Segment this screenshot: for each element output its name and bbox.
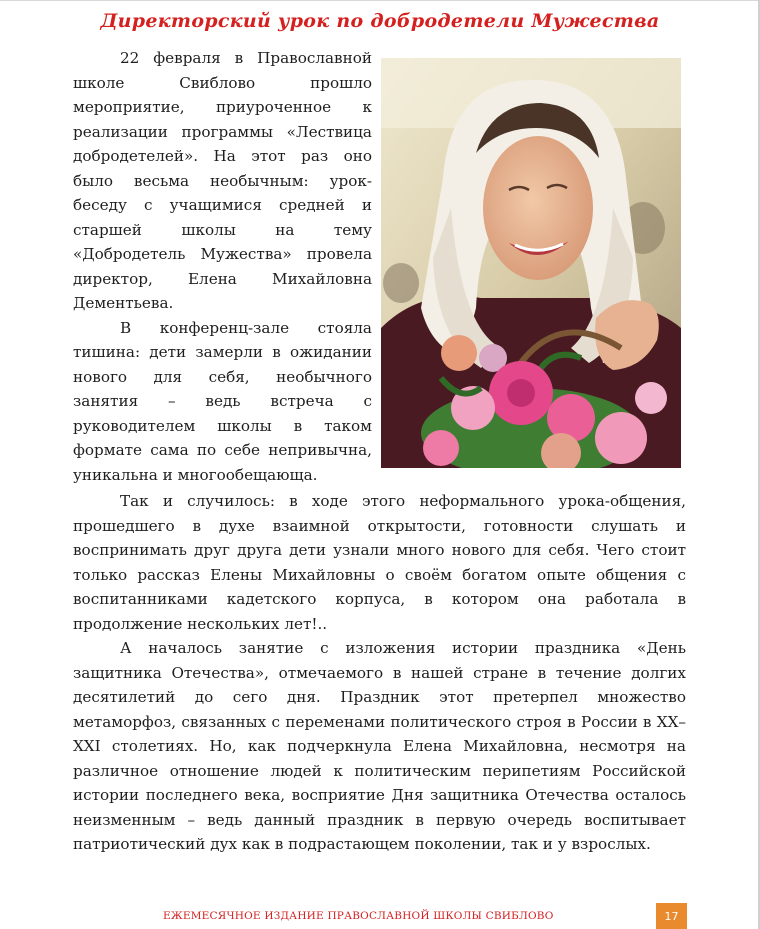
page-top-border xyxy=(0,0,760,1)
portrait-illustration xyxy=(381,58,681,468)
page-number-badge: 17 xyxy=(656,903,687,929)
article-photo xyxy=(381,58,681,468)
paragraph: В конференц-зале стояла тишина: дети замерли в ожидании нового для себя, необычного занятия – ведь встреча с руководителем школы в таком формате сама по себе непривычна, уникальна и многообещающа. xyxy=(73,318,372,484)
paragraph: 22 февраля в Православной школе Свиблово прошло мероприятие, приуроченное к реализации программы «Лествица добродетелей». На этот раз оно было весьма необычным: урок-беседу с учащимися средней и старшей школы на тему «Добродетель Мужества» провела директор, Елена Михайловна Дементьева. xyxy=(73,49,372,312)
article-column-text xyxy=(73,46,372,487)
article-wide-text xyxy=(73,489,686,857)
footer-publication: ЕЖЕМЕСЯЧНОЕ ИЗДАНИЕ ПРАВОСЛАВНОЙ ШКОЛЫ СВИБЛОВО xyxy=(163,910,554,922)
paragraph: А началось занятие с изложения истории праздника «День защитника Отечества», отмечаемого в нашей стране в течение долгих десятилетий до сего дня. Праздник этот претерпел множество метаморфоз, связанных с переменами политического строя в России в XX–XXI столетиях. Но, как подчеркнула Елена Михайловна, несмотря на различное отношение людей к политическим перипетиям Российской истории последнего века, восприятие Дня защитника Отечества осталось неизменным – ведь данный праздник в первую очередь воспитывает патриотический дух как в подрастающем поколении, так и у взрослых. xyxy=(73,639,686,853)
paragraph: Так и случилось: в ходе этого неформального урока-общения, прошедшего в духе взаимной открытости, готовности слушать и воспринимать друг друга дети узнали много нового для себя. Чего стоит только рассказ Елены Михайловны о своём богатом опыте общения с воспитанниками кадетского корпуса, в котором она работала в продолжение нескольких лет!.. xyxy=(73,492,686,633)
article-title: Директорский урок по добродетели Мужества xyxy=(100,10,660,32)
